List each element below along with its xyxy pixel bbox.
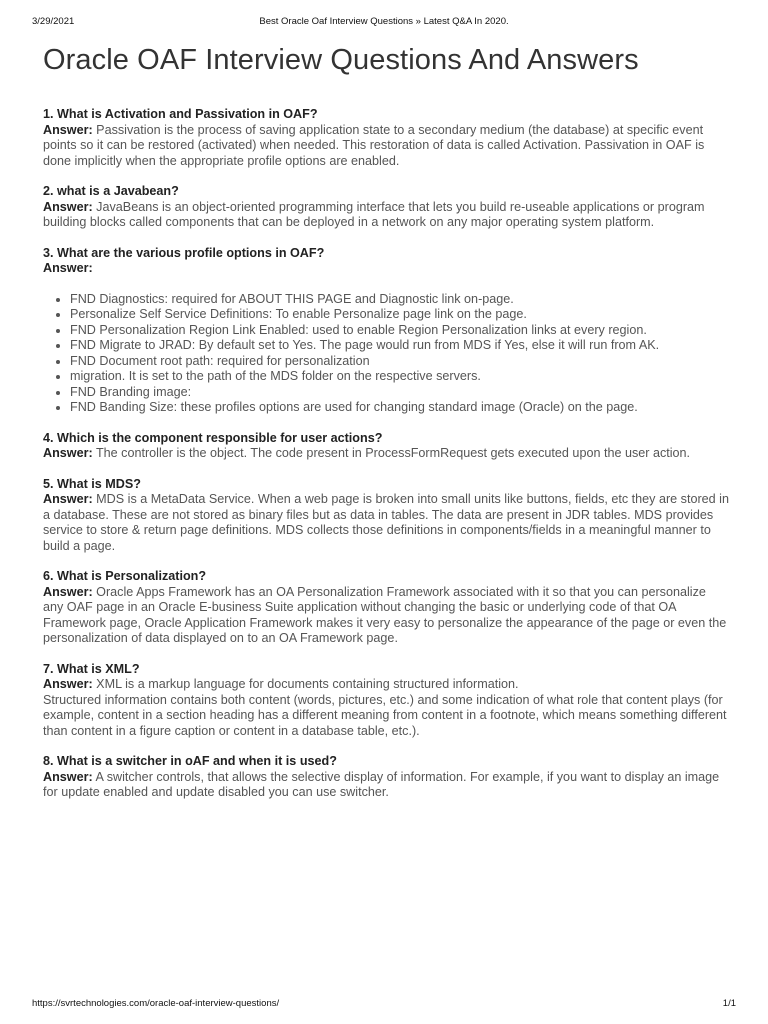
answer-2-text: JavaBeans is an object-oriented programming interface that lets you build re-useable applications or program building blocks called components that can be deployed in a network on any major operating system platform.: [43, 199, 705, 229]
list-item: • migration. It is set to the path of the MDS folder on the respective servers.: [70, 369, 729, 385]
answer-8: [43, 770, 729, 801]
page-title: Oracle OAF Interview Questions And Answers: [43, 44, 639, 76]
qa-content: [43, 107, 729, 801]
print-url: https://svrtechnologies.com/oracle-oaf-interview-questions/: [32, 998, 280, 1009]
answer-1: [43, 123, 729, 170]
answer-5: [43, 492, 729, 554]
list-item: • FND Diagnostics: required for ABOUT THIS PAGE and Diagnostic link on-page.: [70, 292, 729, 308]
answer-4-text: The controller is the object. The code present in ProcessFormRequest gets executed upon the user action.: [92, 446, 691, 460]
answer-4: [43, 446, 729, 462]
answer-label: Answer:: [43, 769, 93, 784]
answer-label: Answer:: [43, 122, 93, 137]
answer-6: [43, 585, 729, 647]
answer-3: [43, 261, 729, 277]
answer-7: [43, 677, 729, 693]
answer-1-text: Passivation is the process of saving application state to a secondary medium (the database) at specific event points so it can be restored (activated) when needed. This restoration of data is called Activation. Passivation in OAF is done implicitly when the appropriate profile options are enabled.: [43, 122, 705, 168]
list-item: • FND Banding Size: these profiles options are used for changing standard image (Oracle) on the page.: [70, 400, 729, 416]
list-item: • Personalize Self Service Definitions: To enable Personalize page link on the page.: [70, 307, 729, 323]
print-page-title: Best Oracle Oaf Interview Questions » Latest Q&A In 2020.: [259, 16, 509, 27]
answer-5-text: MDS is a MetaData Service. When a web page is broken into small units like buttons, fields, etc they are stored in a database. These are not stored as binary files but as data in tables. The data are present in JDR tables. MDS provides service to store & return page definitions. MDS collects those definitions in components/fields in a meaningful manner to build a page.: [43, 492, 729, 553]
answer-label: Answer:: [43, 446, 93, 460]
question-6: 6. What is Personalization?: [43, 569, 207, 583]
answer-label: Answer:: [43, 261, 93, 275]
answer-label: Answer:: [43, 199, 93, 214]
list-item: • FND Branding image:: [70, 385, 729, 401]
answer-label: Answer:: [43, 677, 93, 691]
qa-item-1: [43, 107, 729, 169]
question-4: 4. Which is the component responsible for user actions?: [43, 430, 383, 445]
question-8: 8. What is a switcher in oAF and when it is used?: [43, 754, 337, 768]
print-footer: [32, 998, 736, 1010]
question-2: 2. what is a Javabean?: [43, 184, 179, 198]
question-7: 7. What is XML?: [43, 661, 140, 676]
question-1: 1. What is Activation and Passivation in OAF?: [43, 107, 318, 121]
answer-7-continued: Structured information contains both content (words, pictures, etc.) and some indication of what role that content plays (for example, content in a section heading has a different meaning from content in a footnote, which means something different than content in a figure caption or content in a database table, etc.).: [43, 692, 727, 738]
page-number: 1/1: [722, 998, 736, 1009]
qa-item-4: [43, 431, 729, 462]
qa-item-5: [43, 477, 729, 555]
question-5: 5. What is MDS?: [43, 476, 141, 491]
question-3: 3. What are the various profile options in OAF?: [43, 245, 325, 260]
answer-label: Answer:: [43, 492, 93, 506]
qa-item-7: [43, 662, 729, 740]
list-item: • FND Document root path: required for personalization: [70, 354, 729, 370]
answer-7-text: XML is a markup language for documents containing structured information.: [92, 677, 519, 691]
qa-item-8: [43, 754, 729, 801]
print-date: 3/29/2021: [32, 16, 75, 27]
answer-label: Answer:: [43, 584, 93, 599]
list-item: • FND Migrate to JRAD: By default set to Yes. The page would run from MDS if Yes, else it will run from AK.: [70, 338, 729, 354]
qa-item-6: [43, 569, 729, 647]
answer-2: [43, 200, 729, 231]
qa-item-3: [43, 246, 729, 416]
qa-item-2: [43, 184, 729, 231]
answer-6-text: Oracle Apps Framework has an OA Personalization Framework associated with it so that you can personalize any OAF page in an Oracle E-business Suite application without changing the basic or underlying code of that OA Framework page, Oracle Application Framework makes it very easy to personalize the appearance of the page or even the personalization of data displayed on to an OA Framework page.: [43, 584, 727, 645]
profile-options-list: [43, 292, 729, 416]
answer-8-text: A switcher controls, that allows the selective display of information. For example, if you want to display an image for update enabled and update disabled you can use switcher.: [43, 769, 720, 799]
list-item: • FND Personalization Region Link Enabled: used to enable Region Personalization links at every region.: [70, 323, 729, 339]
print-header: [32, 16, 736, 30]
